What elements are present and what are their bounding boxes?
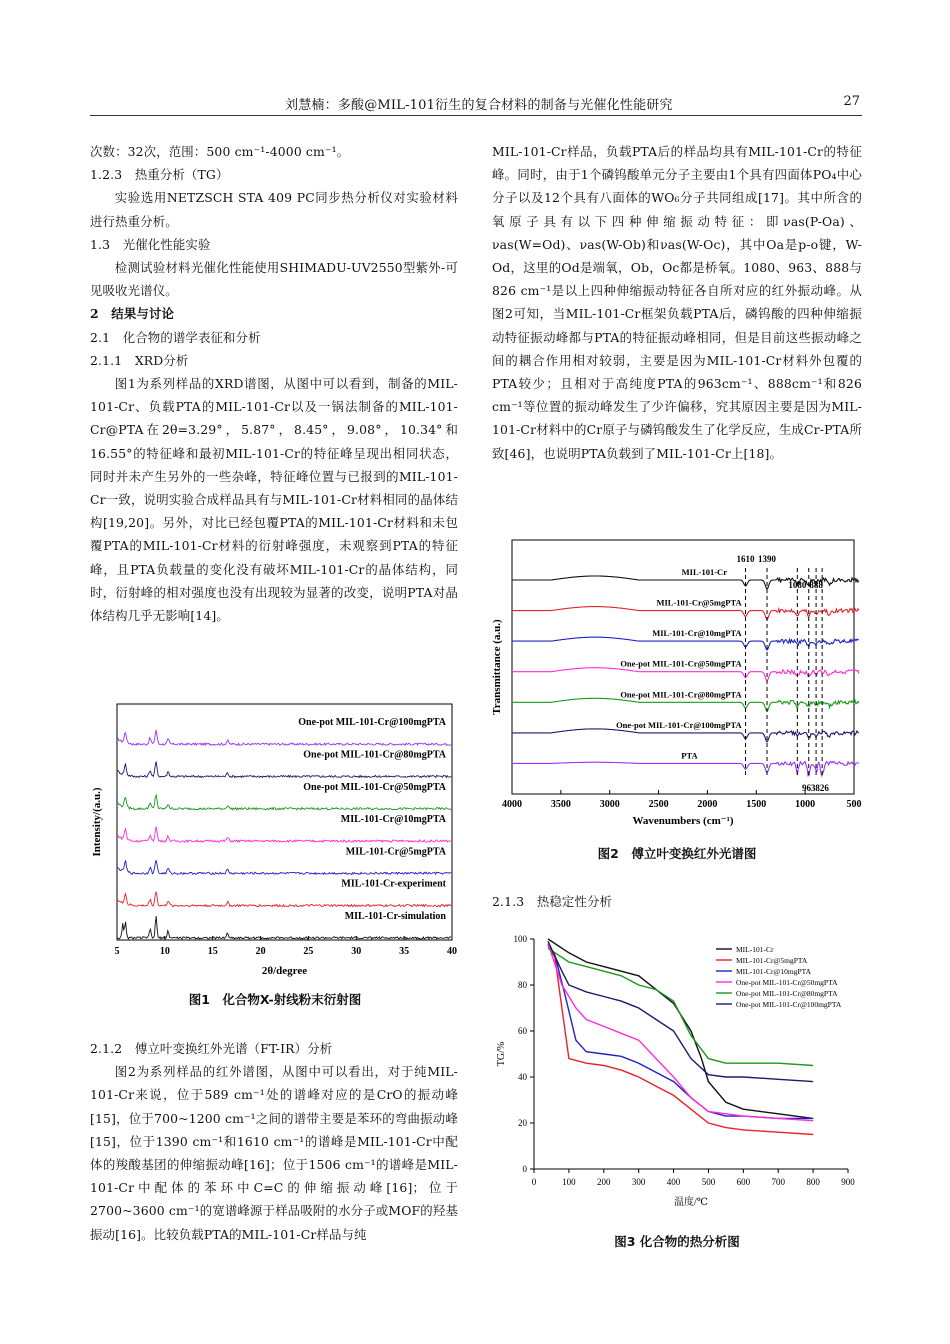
x-tick-label: 20 xyxy=(255,946,266,957)
series-line xyxy=(512,576,859,589)
section-heading: 1.2.3 热重分析（TG） xyxy=(90,167,229,183)
y-tick-label: 60 xyxy=(518,1026,527,1036)
series-label: PTA xyxy=(681,750,698,761)
series-label: One-pot MIL-101-Cr@100mgPTA xyxy=(298,717,446,729)
legend-label: One-pot MIL-101-Cr@50mgPTA xyxy=(736,978,838,987)
peak-label: 826 xyxy=(815,783,829,793)
x-tick-label: 35 xyxy=(399,946,410,957)
series-line xyxy=(117,892,451,907)
series-line xyxy=(548,939,813,1118)
series-label: MIL-101-Cr-experiment xyxy=(341,878,446,890)
paragraph: 检测试验材料光催化性能使用SHIMADU-UV2550型紫外-可见吸收光谱仪。 xyxy=(90,260,458,299)
legend-label: MIL-101-Cr@10mgPTA xyxy=(736,967,812,976)
series-line xyxy=(117,860,451,874)
series-label: MIL-101-Cr@5mgPTA xyxy=(345,846,446,858)
paragraph: 次数：32次，范围：500 cm⁻¹-4000 cm⁻¹。 xyxy=(90,144,350,159)
legend-label: One-pot MIL-101-Cr@80mgPTA xyxy=(736,989,838,998)
y-axis-label: Intensity/(a.u.) xyxy=(91,787,103,857)
series-label: One-pot MIL-101-Cr@50mgPTA xyxy=(303,781,446,793)
series-label: One-pot MIL-101-Cr@100mgPTA xyxy=(616,719,742,730)
series-line xyxy=(117,827,451,843)
series-label: MIL-101-Cr@5mgPTA xyxy=(656,597,742,608)
y-tick-label: 80 xyxy=(518,980,527,990)
series-line xyxy=(512,729,859,742)
x-tick-label: 600 xyxy=(736,1177,751,1187)
figure-1-caption: 图1 化合物X-射线粉末衍射图 xyxy=(188,992,362,1007)
x-tick-label: 5 xyxy=(114,946,120,957)
x-tick-label: 200 xyxy=(597,1177,611,1187)
section-heading: 2.1 化合物的谱学表征和分析 xyxy=(90,329,261,345)
series-line xyxy=(117,795,451,810)
ftir-chart xyxy=(492,538,862,830)
series-line xyxy=(117,762,451,778)
series-line xyxy=(117,730,451,745)
left-column xyxy=(90,140,458,627)
peak-label: 1390 xyxy=(758,554,777,564)
peak-label: 888 xyxy=(809,580,823,590)
peak-label: 1610 xyxy=(736,554,755,564)
running-header xyxy=(90,93,862,116)
section-heading: 1.3 光催化性能实验 xyxy=(90,236,211,252)
y-axis-label: TG/% xyxy=(496,1041,507,1067)
series-label: One-pot MIL-101-Cr@80mgPTA xyxy=(303,749,446,761)
series-line xyxy=(512,762,859,777)
y-tick-label: 100 xyxy=(513,934,527,944)
x-tick-label: 4000 xyxy=(502,799,522,810)
figure-1 xyxy=(90,700,460,989)
x-tick-label: 100 xyxy=(562,1177,576,1187)
right-column xyxy=(492,140,862,465)
series-label: One-pot MIL-101-Cr@50mgPTA xyxy=(620,658,742,669)
paragraph: MIL-101-Cr样品，负载PTA后的样品均具有MIL-101-Cr的特征峰。同时，由于1个磷钨酸单元分子主要由1个具有四面体PO₄中心分子以及12个具有八面体的WO₆分子共同组成[17]。其中所含的氧原子具有以下四种伸缩振动特征：即νas(P-Oa)、νas(W=Od)、νas(W-Ob)和νas(W-Oc)，其中Oa是p-o键，W-Od，这里的Od是端氧，Ob，Oc都是桥氧。1080、963、888与826 cm⁻¹是以上四种伸缩振动特征各自所对应的红外振动峰。从图2可知，当MIL-101-Cr框架负载PTA后，磷钨酸的四种伸缩振动特征振动峰都与PTA的特征振动峰相同，但是目前这些振动峰之间的耦合作用相对较弱，主要是因为MIL-101-Cr材料外包覆的PTA较少；且相对于高纯度PTA的963cm⁻¹、888cm⁻¹和826 cm⁻¹等位置的振动峰发生了少许偏移，究其原因主要是因为MIL-101-Cr材料中的Cr原子与磷钨酸发生了化学反应，生成Cr-PTA所致[46]，也说明PTA负载到了MIL-101-Cr上[18]。 xyxy=(492,144,862,461)
section-heading: 2.1.3 热稳定性分析 xyxy=(492,894,613,909)
x-tick-label: 0 xyxy=(531,1177,537,1187)
figure-3 xyxy=(492,925,862,1224)
legend-label: MIL-101-Cr@5mgPTA xyxy=(736,956,808,965)
legend-label: One-pot MIL-101-Cr@100mgPTA xyxy=(736,1000,842,1009)
section-heading: 2.1.1 XRD分析 xyxy=(90,352,189,368)
figure-2 xyxy=(492,538,862,834)
legend-label: MIL-101-Cr xyxy=(736,945,774,954)
series-label: MIL-101-Cr@10mgPTA xyxy=(652,628,742,639)
section-heading: 2.1.2 傅立叶变换红外光谱（FT-IR）分析 xyxy=(90,1041,333,1056)
x-tick-label: 500 xyxy=(846,799,862,810)
x-tick-label: 500 xyxy=(701,1177,716,1187)
paragraph: 实验选用NETZSCH STA 409 PC同步热分析仪对实验材料进行热重分析。 xyxy=(90,190,458,229)
series-label: One-pot MIL-101-Cr@80mgPTA xyxy=(620,689,742,700)
paragraph: 图2为系列样品的红外谱图，从图中可以看出，对于纯MIL-101-Cr来说，位于589 cm⁻¹处的谱峰对应的是CrO的振动峰[15]，位于700~1200 cm⁻¹之间的谱带主要是苯环的弯曲振动峰[15]，位于1390 cm⁻¹和1610 cm⁻¹的谱峰是MIL-101-Cr中配体的羧酸基团的伸缩振动峰[16]；位于1506 cm⁻¹的谱峰是MIL-101-Cr中配体的苯环中C=C的伸缩振动峰[16]；位于2700~3600 cm⁻¹的宽谱峰源于样品吸附的水分子或MOF的羟基振动[16]。比较负载PTA的MIL-101-Cr样品与纯 xyxy=(90,1064,458,1242)
y-tick-label: 0 xyxy=(522,1164,527,1174)
series-line xyxy=(512,698,859,711)
x-tick-label: 300 xyxy=(631,1177,646,1187)
y-tick-label: 40 xyxy=(518,1072,527,1082)
x-axis-label: 2θ/degree xyxy=(261,965,308,977)
x-axis-label: Wavenumbers (cm⁻¹) xyxy=(632,815,734,827)
series-line xyxy=(512,668,859,681)
x-tick-label: 1000 xyxy=(795,799,816,810)
x-tick-label: 3000 xyxy=(599,799,620,810)
x-tick-label: 25 xyxy=(303,946,314,957)
paragraph: 图1为系列样品的XRD谱图，从图中可以看到，制备的MIL-101-Cr、负载PTA的MIL-101-Cr以及一锅法制备的MIL-101-Cr@PTA在2θ=3.29°，5.87°，8.45°，9.08°，10.34°和16.55°的特征峰和最初MIL-101-Cr的特征峰呈现出相同状态，同时并未产生另外的一些杂峰，特征峰位置与已报到的MIL-101-Cr一致，说明实验合成样品具有与MIL-101-Cr材料相同的晶体结构[19,20]。另外，对比已经包覆PTA的MIL-101-Cr材料和未包覆PTA的MIL-101-Cr材料的衍射峰强度，未观察到PTA的特征峰，且PTA负载量的变化没有破坏MIL-101-Cr的晶体结构，同时，衍射峰的相对强度也没有出现较为显著的改变，说明PTA对晶体结构几乎无影响[14]。 xyxy=(90,376,458,624)
x-tick-label: 400 xyxy=(666,1177,681,1187)
x-tick-label: 15 xyxy=(207,946,218,957)
right-column-bottom xyxy=(492,890,862,913)
peak-label: 963 xyxy=(802,783,816,793)
xrd-chart xyxy=(90,700,460,985)
x-tick-label: 800 xyxy=(806,1177,820,1187)
page-number: 27 xyxy=(843,94,860,109)
x-axis-label: 温度/℃ xyxy=(674,1197,708,1208)
tg-chart xyxy=(492,925,862,1220)
x-tick-label: 40 xyxy=(447,946,457,957)
x-tick-label: 3500 xyxy=(550,799,571,810)
x-tick-label: 10 xyxy=(159,946,170,957)
y-axis-label: Transmittance (a.u.) xyxy=(492,619,503,715)
left-column-bottom xyxy=(90,1037,458,1246)
section-heading: 2 结果与讨论 xyxy=(90,306,175,322)
series-line xyxy=(512,607,859,620)
peak-label: 1080 xyxy=(788,580,807,590)
figure-2-caption: 图2 傅立叶变换红外光谱图 xyxy=(597,846,757,861)
y-tick-label: 20 xyxy=(518,1118,527,1128)
x-tick-label: 2500 xyxy=(648,799,669,810)
series-label: MIL-101-Cr xyxy=(681,567,727,577)
series-line xyxy=(512,637,859,650)
x-tick-label: 1500 xyxy=(746,799,767,810)
x-tick-label: 700 xyxy=(771,1177,785,1187)
x-tick-label: 30 xyxy=(351,946,362,957)
x-tick-label: 900 xyxy=(841,1177,855,1187)
figure-3-caption: 图3 化合物的热分析图 xyxy=(614,1234,740,1249)
x-tick-label: 2000 xyxy=(697,799,718,810)
series-label: MIL-101-Cr@10mgPTA xyxy=(340,814,446,826)
series-label: MIL-101-Cr-simulation xyxy=(344,910,446,922)
header-title: 刘慧楠：多酸@MIL-101衍生的复合材料的制备与光催化性能研究 xyxy=(285,98,673,113)
